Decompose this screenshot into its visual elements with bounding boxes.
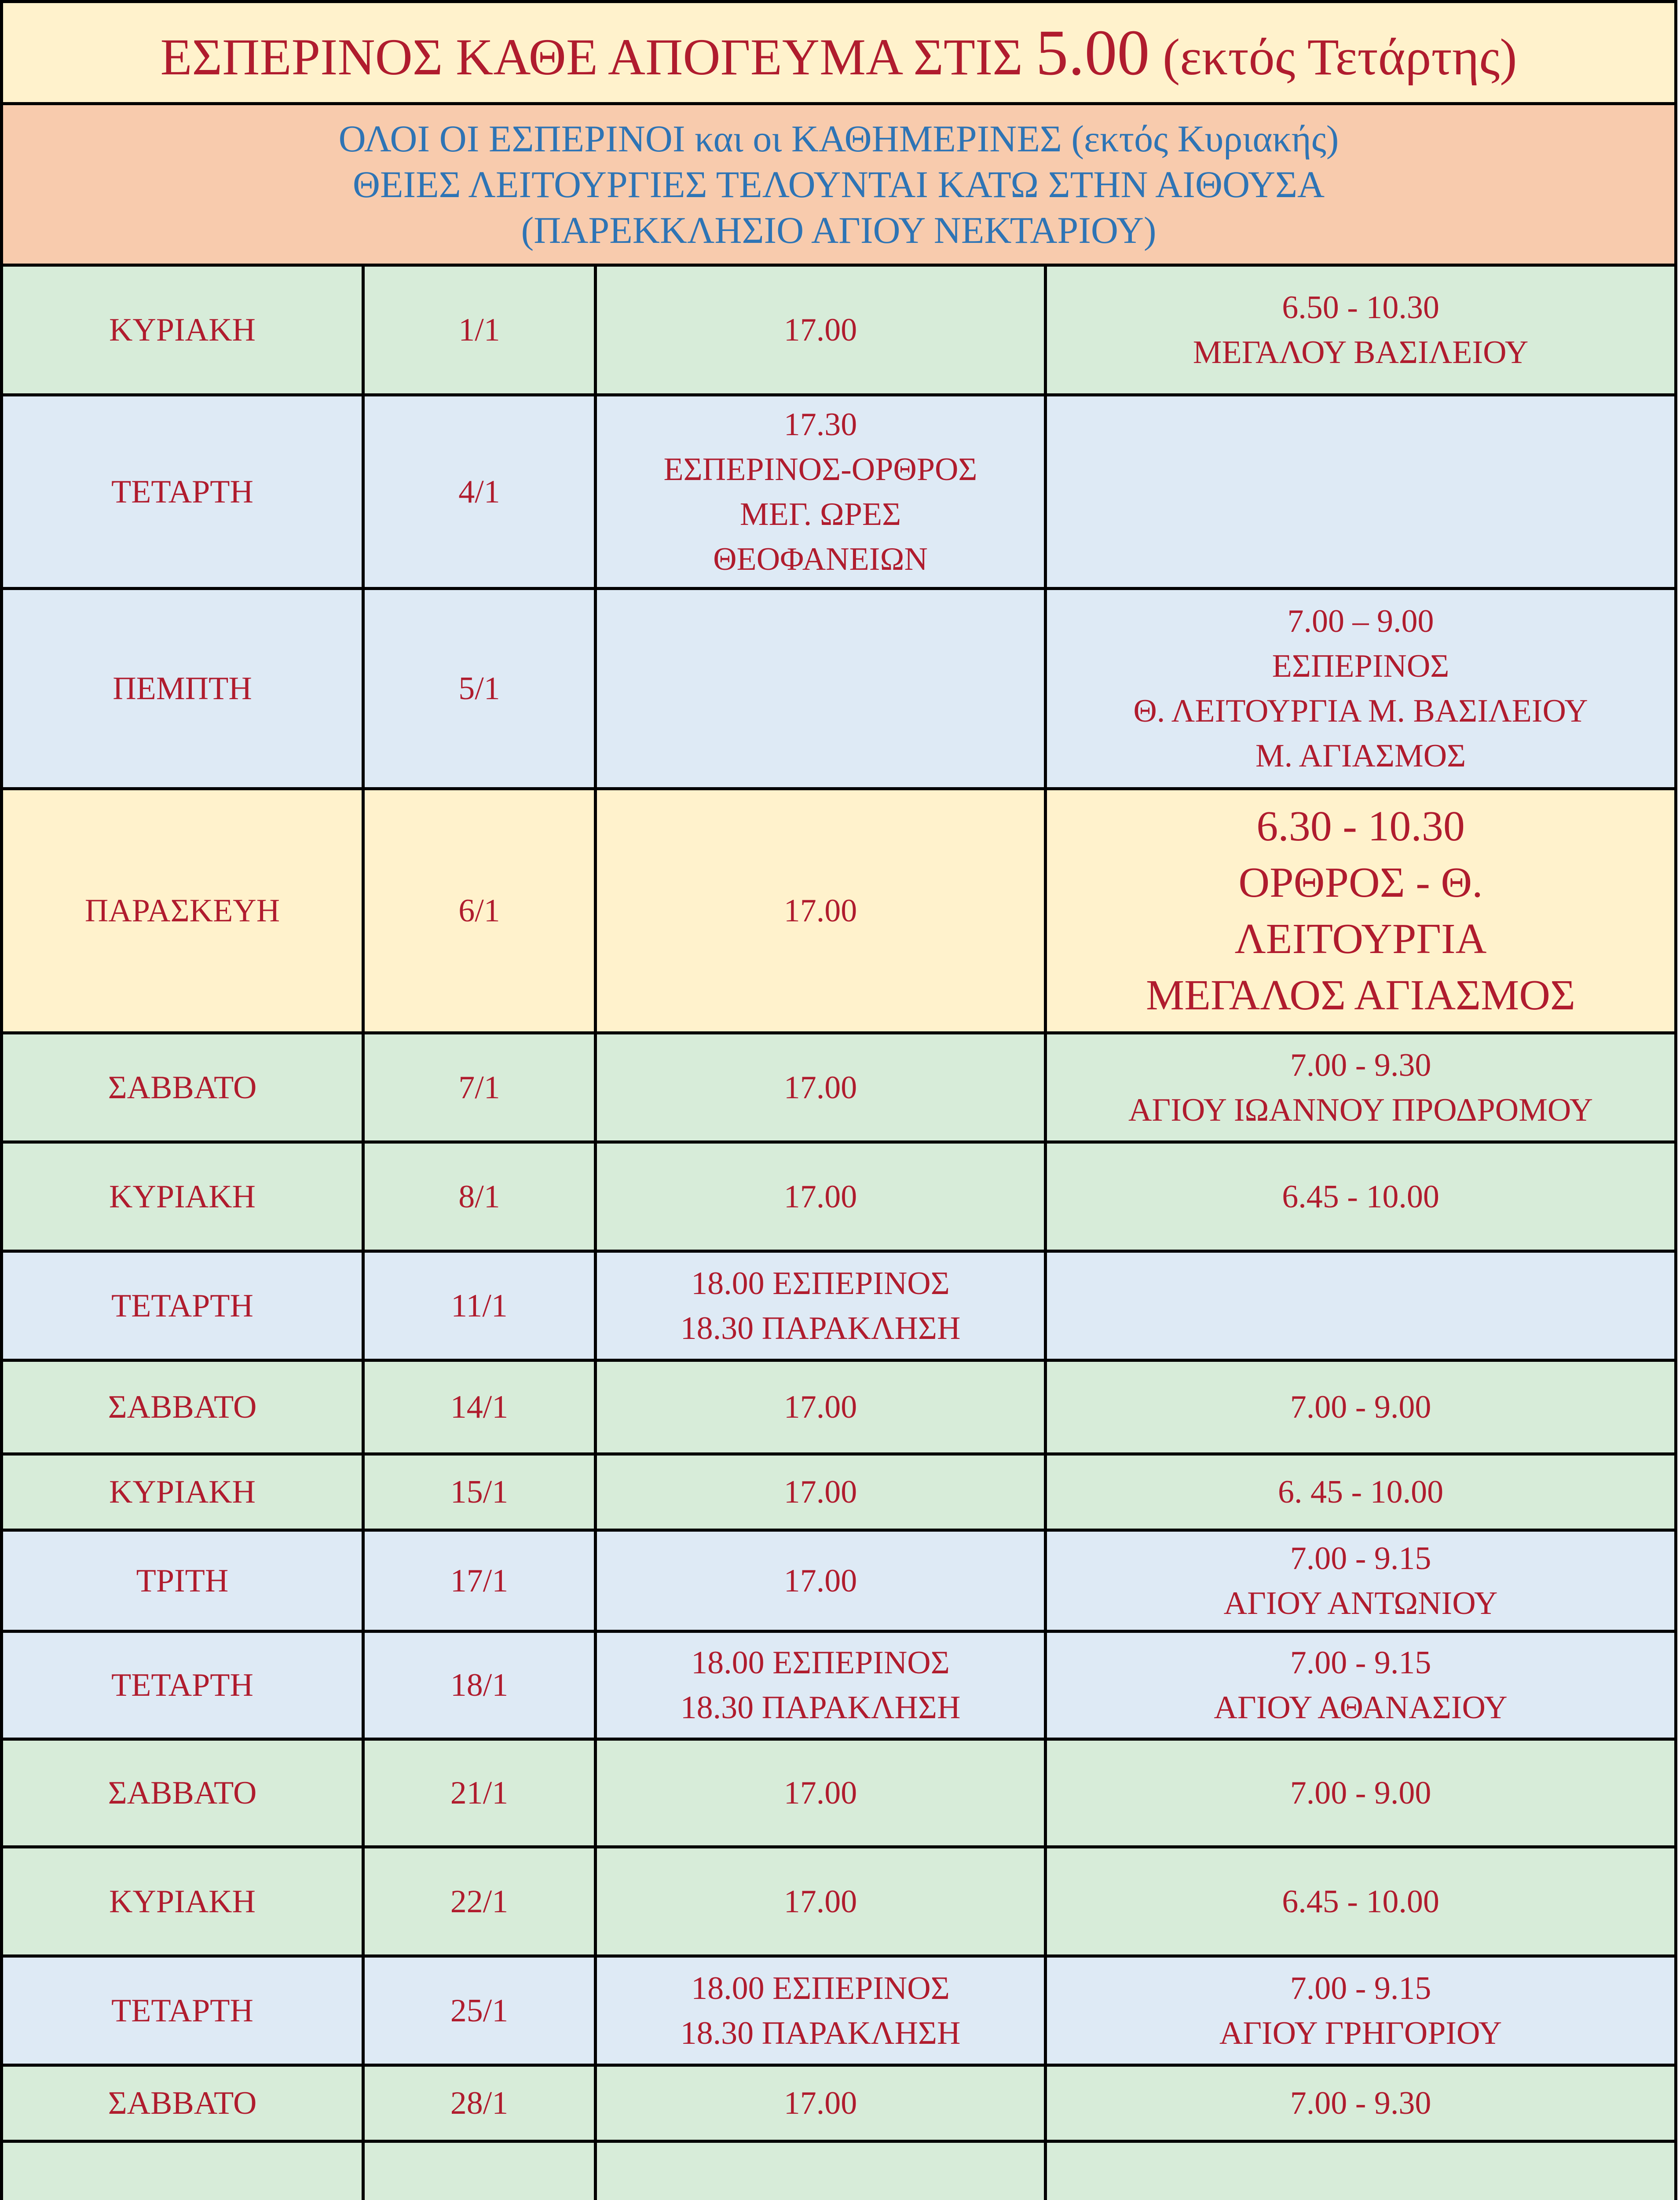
- day-cell: ΚΥΡΙΑΚΗ: [2, 1847, 363, 1956]
- morning-service-cell-line: 6.30 - 10.30: [1256, 803, 1465, 850]
- evening-service-cell-line: ΘΕΟΦΑΝΕΙΩΝ: [713, 541, 928, 577]
- evening-service-cell-line: 17.30: [783, 406, 857, 443]
- day-cell: ΚΥΡΙΑΚΗ: [2, 1454, 363, 1530]
- day-cell: ΤΕΤΑΡΤΗ: [2, 1956, 363, 2065]
- evening-service-cell-line: ΜΕΓ. ΩΡΕΣ: [739, 496, 901, 532]
- morning-service-cell-line: 7.00 – 9.00: [1287, 603, 1434, 639]
- morning-service-cell: [1046, 1739, 1676, 1847]
- evening-service-cell-line: 17.00: [783, 1069, 857, 1106]
- morning-service-cell-line: ΜΕΓΑΛΟΣ ΑΓΙΑΣΜΟΣ: [1146, 972, 1576, 1019]
- day-cell: ΤΕΤΑΡΤΗ: [2, 1251, 363, 1360]
- evening-service-cell: [596, 1847, 1046, 1956]
- date-cell: 17/1: [363, 1530, 596, 1632]
- morning-service-cell: [1046, 1454, 1676, 1530]
- morning-service-cell-line: 7.00 - 9.15: [1290, 1970, 1431, 2006]
- date-cell: 7/1: [363, 1033, 596, 1142]
- title-prefix: ΕΣΠΕΡΙΝΟΣ ΚΑΘΕ ΑΠΟΓΕΥΜΑ ΣΤΙΣ: [160, 28, 1023, 86]
- schedule-row: [2, 2065, 1676, 2141]
- morning-service-cell-line: ΑΓΙΟΥ ΑΘΑΝΑΣΙΟΥ: [1214, 1690, 1508, 1726]
- morning-service-cell-line: Μ. ΑΓΙΑΣΜΟΣ: [1255, 738, 1466, 774]
- date-cell: 14/1: [363, 1360, 596, 1454]
- notice-row: [2, 104, 1676, 265]
- morning-service-cell: [1046, 1142, 1676, 1251]
- schedule-row: [2, 1251, 1676, 1360]
- evening-service-cell: [596, 1454, 1046, 1530]
- evening-service-cell-line: 17.00: [783, 312, 857, 348]
- day-cell: ΚΥΡΙΑΚΗ: [2, 265, 363, 395]
- page-title: [2, 2, 1676, 104]
- evening-service-cell: [596, 2065, 1046, 2141]
- morning-service-cell-line: 7.00 - 9.15: [1290, 1540, 1431, 1577]
- morning-service-cell-line: Θ. ΛΕΙΤΟΥΡΓΙΑ Μ. ΒΑΣΙΛΕΙΟΥ: [1133, 693, 1588, 729]
- evening-service-cell-line: 17.00: [783, 1178, 857, 1215]
- morning-service-cell: [1046, 1530, 1676, 1632]
- morning-service-cell-line: 7.00 - 9.00: [1290, 1389, 1431, 1425]
- morning-service-cell-line: 7.00 - 9.00: [1290, 1775, 1431, 1811]
- date-cell: 25/1: [363, 1956, 596, 2065]
- morning-service-cell: [1046, 1251, 1676, 1360]
- day-cell: ΣΑΒΒΑΤΟ: [2, 2065, 363, 2141]
- morning-service-cell: [1046, 789, 1676, 1033]
- morning-service-cell: [1046, 1360, 1676, 1454]
- morning-service-cell-line: ΑΓΙΟΥ ΑΝΤΩΝΙΟΥ: [1223, 1585, 1498, 1621]
- evening-service-cell-line: 17.00: [783, 2085, 857, 2121]
- evening-service-cell-line: 17.00: [783, 1474, 857, 1510]
- schedule-row: [2, 265, 1676, 395]
- morning-service-cell-line: 7.00 - 9.30: [1290, 1047, 1431, 1083]
- day-cell: ΤΡΙΤΗ: [2, 1530, 363, 1632]
- evening-service-cell: [596, 395, 1046, 589]
- morning-service-cell-line: 6.50 - 10.30: [1282, 290, 1439, 326]
- morning-service-cell: [1046, 265, 1676, 395]
- morning-service-cell-line: 7.00 - 9.15: [1290, 1645, 1431, 1681]
- day-cell: ΠΑΡΑΣΚΕΥΗ: [2, 789, 363, 1033]
- notice-line-1: ΟΛΟΙ ΟΙ ΕΣΠΕΡΙΝΟΙ και οι ΚΑΘΗΜΕΡΙΝΕΣ (εκτός Κυριακής): [338, 117, 1339, 160]
- morning-service-cell-line: 6.45 - 10.00: [1282, 1178, 1439, 1215]
- schedule-row: [2, 2141, 1676, 2200]
- morning-service-cell: [1046, 1033, 1676, 1142]
- date-cell: 4/1: [363, 395, 596, 589]
- date-cell: 18/1: [363, 1632, 596, 1739]
- notice-line-2: ΘΕΙΕΣ ΛΕΙΤΟΥΡΓΙΕΣ ΤΕΛΟΥΝΤΑΙ ΚΑΤΩ ΣΤΗΝ ΑΙΘΟΥΣΑ: [352, 163, 1325, 205]
- morning-service-cell-line: 7.00 - 9.30: [1290, 2085, 1431, 2121]
- morning-service-cell: [1046, 1632, 1676, 1739]
- morning-service-cell-line: 6. 45 - 10.00: [1277, 1474, 1444, 1510]
- morning-service-cell: [1046, 1847, 1676, 1956]
- date-cell: 1/1: [363, 265, 596, 395]
- date-cell: 22/1: [363, 1847, 596, 1956]
- evening-service-cell: [596, 1360, 1046, 1454]
- notice-line-3: (ΠΑΡΕΚΚΛΗΣΙΟ ΑΓΙΟΥ ΝΕΚΤΑΡΙΟΥ): [521, 209, 1157, 251]
- date-cell: 15/1: [363, 1454, 596, 1530]
- schedule-row: [2, 1847, 1676, 1956]
- evening-service-cell-line: 18.30 ΠΑΡΑΚΛΗΣΗ: [680, 1690, 961, 1726]
- schedule-row: [2, 395, 1676, 589]
- title-row: [2, 2, 1676, 104]
- evening-service-cell-line: 18.30 ΠΑΡΑΚΛΗΣΗ: [680, 2015, 961, 2051]
- morning-service-cell-line: ΛΕΙΤΟΥΡΓΙΑ: [1234, 915, 1487, 963]
- morning-service-cell: [1046, 2065, 1676, 2141]
- day-cell: ΣΑΒΒΑΤΟ: [2, 1739, 363, 1847]
- date-cell: 6/1: [363, 789, 596, 1033]
- evening-service-cell-line: 18.00 ΕΣΠΕΡΙΝΟΣ: [691, 1970, 950, 2006]
- evening-service-cell: [596, 1956, 1046, 2065]
- day-cell: ΣΑΒΒΑΤΟ: [2, 1360, 363, 1454]
- morning-service-cell-line: 6.45 - 10.00: [1282, 1883, 1439, 1920]
- day-cell: ΠΕΜΠΤΗ: [2, 589, 363, 789]
- title-time: 5.00: [1036, 16, 1150, 89]
- morning-service-cell: [1046, 2141, 1676, 2200]
- evening-service-cell: [596, 2141, 1046, 2200]
- morning-service-cell-line: [1051, 2196, 1670, 2200]
- schedule-row: [2, 589, 1676, 789]
- date-cell: 5/1: [363, 589, 596, 789]
- evening-service-cell-line: 18.00 ΕΣΠΕΡΙΝΟΣ: [691, 1645, 950, 1681]
- morning-service-cell-line: ΑΓΙΟΥ ΓΡΗΓΟΡΙΟΥ: [1219, 2015, 1502, 2051]
- date-cell: 11/1: [363, 1251, 596, 1360]
- evening-service-cell-line: 18.30 ΠΑΡΑΚΛΗΣΗ: [680, 1310, 961, 1346]
- evening-service-cell-line: 17.00: [783, 1883, 857, 1920]
- schedule-row: [2, 1956, 1676, 2065]
- evening-service-cell: [596, 1142, 1046, 1251]
- day-cell: [2, 2141, 363, 2200]
- evening-service-cell: [596, 589, 1046, 789]
- location-notice: [2, 104, 1676, 265]
- evening-service-cell: [596, 1530, 1046, 1632]
- evening-service-cell: [596, 1251, 1046, 1360]
- morning-service-cell-line: ΑΓΙΟΥ ΙΩΑΝΝΟΥ ΠΡΟΔΡΟΜΟΥ: [1128, 1092, 1593, 1128]
- schedule-row: [2, 1142, 1676, 1251]
- morning-service-cell: [1046, 395, 1676, 589]
- day-cell: ΣΑΒΒΑΤΟ: [2, 1033, 363, 1142]
- evening-service-cell-line: 17.00: [783, 1775, 857, 1811]
- schedule-row: [2, 1033, 1676, 1142]
- schedule-row: [2, 1530, 1676, 1632]
- evening-service-cell-line: [601, 2196, 1039, 2200]
- date-cell: 21/1: [363, 1739, 596, 1847]
- evening-service-cell: [596, 265, 1046, 395]
- evening-service-cell-line: 17.00: [783, 893, 857, 929]
- date-cell: 28/1: [363, 2065, 596, 2141]
- morning-service-cell: [1046, 589, 1676, 789]
- date-cell: 8/1: [363, 1142, 596, 1251]
- day-cell: ΤΕΤΑΡΤΗ: [2, 395, 363, 589]
- title-suffix: (εκτός Τετάρτης): [1162, 28, 1517, 86]
- evening-service-cell: [596, 1739, 1046, 1847]
- schedule-row: [2, 1632, 1676, 1739]
- schedule-row: [2, 789, 1676, 1033]
- day-cell: ΤΕΤΑΡΤΗ: [2, 1632, 363, 1739]
- morning-service-cell-line: ΟΡΘΡΟΣ - Θ.: [1238, 859, 1483, 906]
- evening-service-cell: [596, 1033, 1046, 1142]
- evening-service-cell-line: 17.00: [783, 1389, 857, 1425]
- date-cell: [363, 2141, 596, 2200]
- schedule-row: [2, 1739, 1676, 1847]
- day-cell: ΚΥΡΙΑΚΗ: [2, 1142, 363, 1251]
- evening-service-cell-line: 17.00: [783, 1562, 857, 1599]
- evening-service-cell: [596, 789, 1046, 1033]
- morning-service-cell-line: ΕΣΠΕΡΙΝΟΣ: [1272, 648, 1449, 684]
- schedule-row: [2, 1454, 1676, 1530]
- evening-service-cell-line: 18.00 ΕΣΠΕΡΙΝΟΣ: [691, 1265, 950, 1302]
- evening-service-cell-line: ΕΣΠΕΡΙΝΟΣ-ΟΡΘΡΟΣ: [663, 451, 977, 488]
- schedule-row: [2, 1360, 1676, 1454]
- morning-service-cell: [1046, 1956, 1676, 2065]
- morning-service-cell-line: ΜΕΓΑΛΟΥ ΒΑΣΙΛΕΙΟΥ: [1193, 334, 1529, 370]
- evening-service-cell: [596, 1632, 1046, 1739]
